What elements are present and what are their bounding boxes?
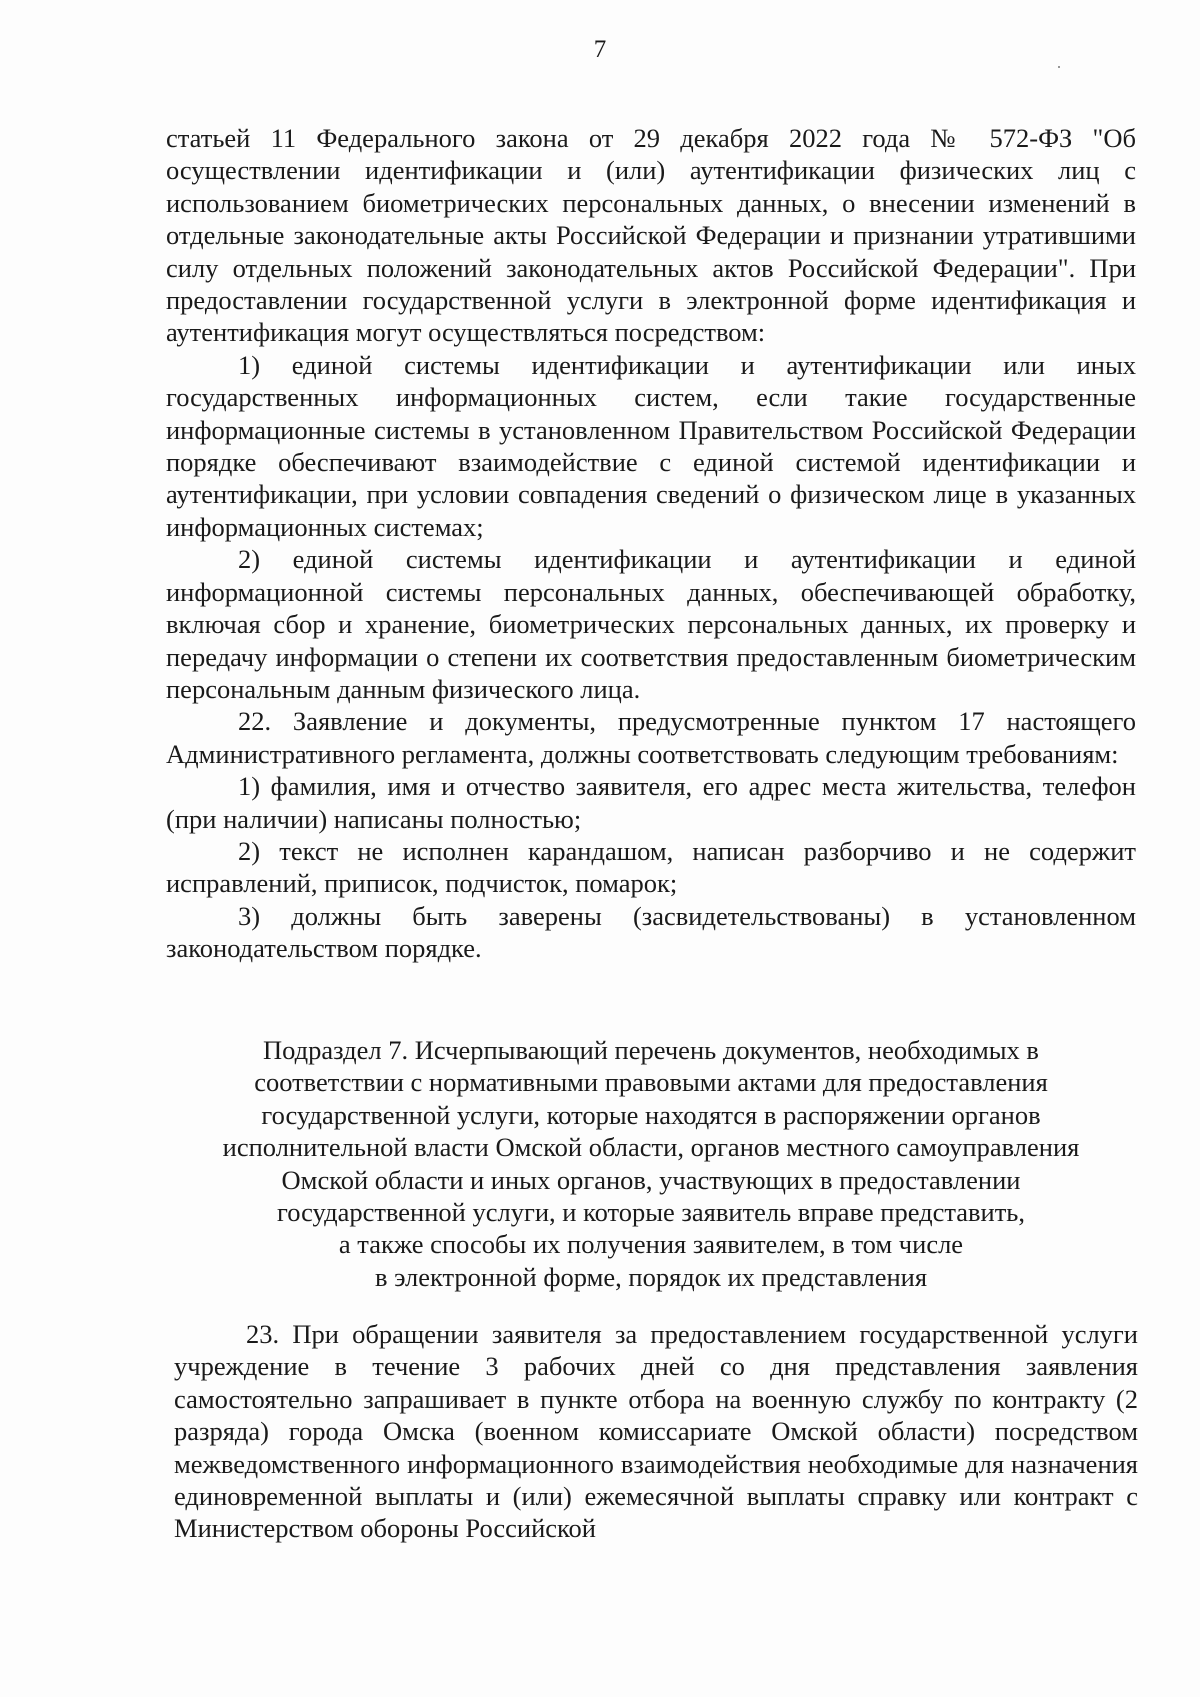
heading-line: в электронной форме, порядок их представления	[374, 1261, 928, 1292]
subsection-heading	[166, 1034, 1136, 1293]
paragraph-requirement-1: 1) фамилия, имя и отчество заявителя, его адрес места жительства, телефон (при наличии) написаны полностью;	[166, 771, 1136, 834]
paragraph-requirement-3: 3) должны быть заверены (засвидетельствованы) в установленном законодательством порядке.	[166, 900, 1136, 964]
paragraph-clause-22: 22. Заявление и документы, предусмотренные пунктом 17 настоящего Административного регламента, должны соответствовать следующим требованиям:	[166, 706, 1136, 769]
paragraph-clause-23: 23. При обращении заявителя за предоставлением государственной услуги учреждение в течение 3 рабочих дней со дня представления заявления самостоятельно запрашивает в пункте отбора на военную службу по контракту (2 разряда) города Омска (военном комиссариате Омской области) посредством межведомственного информационного взаимодействия необходимые для назначения единовременной выплаты и (или) ежемесячной выплаты справку или контракт с Министерством обороны Российской	[174, 1319, 1138, 1544]
paragraph-continuation: статьей 11 Федерального закона от 29 декабря 2022 года № 572-ФЗ "Об осуществлении идентификации и (или) аутентификации физических лиц с использованием биометрических персональных данных, о внесении изменений в отдельные законодательные акты Российской Федерации и признании утратившими силу отдельных положений законодательных актов Российской Федерации". При предоставлении государственной услуги в электронной форме идентификация и аутентификация могут осуществляться посредством:	[166, 123, 1136, 348]
page-number: 7	[593, 36, 607, 63]
body-text-bottom	[174, 1318, 1138, 1545]
paragraph-item-2: 2) единой системы идентификации и аутентификации и единой информационной системы персональных данных, обеспечивающей обработку, включая сбор и хранение, биометрических персональных данных, их проверку и передачу информации о степени их соответствия предоставленным биометрическим персональным данным физического лица.	[166, 544, 1136, 704]
heading-line: исполнительной власти Омской области, органов местного самоуправления	[222, 1132, 1080, 1163]
paragraph-requirement-2: 2) текст не исполнен карандашом, написан разборчиво и не содержит исправлений, приписок, подчисток, помарок;	[166, 835, 1136, 899]
heading-line: государственной услуги, которые находятся в распоряжении органов	[261, 1099, 1041, 1130]
heading-line: Омской области и иных органов, участвующих в предоставлении	[281, 1164, 1021, 1195]
heading-line: а также способы их получения заявителем, в том числе	[338, 1229, 964, 1260]
heading-line: Подраздел 7. Исчерпывающий перечень документов, необходимых в	[263, 1035, 1039, 1065]
body-text-top	[166, 122, 1136, 965]
heading-line: соответствии с нормативными правовыми актами для предоставления	[254, 1067, 1048, 1098]
scan-speck	[1058, 66, 1060, 68]
paragraph-item-1: 1) единой системы идентификации и аутентификации или иных государственных информационных систем, если такие государственные информационные системы в установленном Правительством Российской Федерации порядке обеспечивают взаимодействие с единой системой идентификации и аутентификации, при условии совпадения сведений о физическом лице в указанных информационных системах;	[166, 349, 1136, 542]
heading-line: государственной услуги, и которые заявитель вправе представить,	[276, 1197, 1026, 1228]
